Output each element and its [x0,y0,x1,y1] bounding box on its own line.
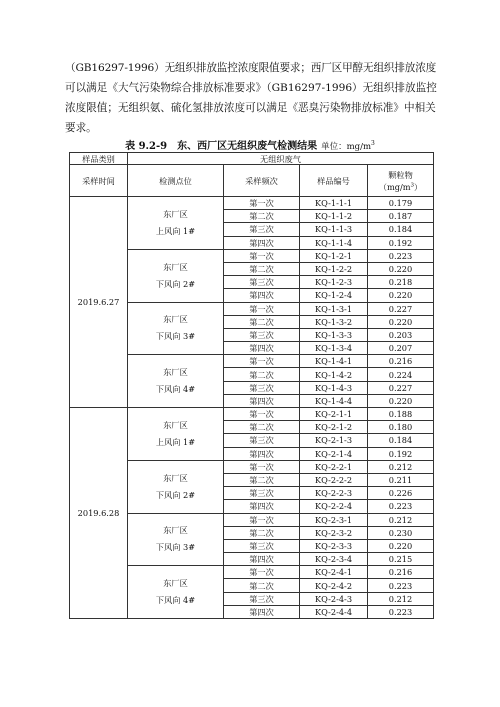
frequency-cell: 第四次 [224,236,300,249]
location-line-area: 东厂区 [163,525,188,536]
particulate-value-cell: 0.184 [368,434,434,447]
frequency-cell: 第一次 [224,566,300,579]
sample-id-cell: KQ-2-1-2 [300,421,368,434]
particulate-value-cell: 0.220 [368,539,434,552]
table-row [70,197,434,210]
frequency-cell: 第三次 [224,381,300,394]
location-cell [128,249,224,302]
location-cell [128,460,224,513]
frequency-cell: 第二次 [224,210,300,223]
sample-id-cell: KQ-1-2-1 [300,249,368,262]
location-line-area: 东厂区 [163,367,188,378]
particulate-value-cell: 0.220 [368,394,434,407]
sample-id-cell: KQ-2-1-4 [300,447,368,460]
sample-id-cell: KQ-2-3-4 [300,553,368,566]
frequency-cell: 第三次 [224,539,300,552]
particulate-value-cell: 0.184 [368,223,434,236]
particulate-value-cell: 0.211 [368,473,434,486]
frequency-cell: 第一次 [224,513,300,526]
location-line-area: 东厂区 [163,578,188,589]
table-row [70,408,434,421]
frequency-cell: 第三次 [224,487,300,500]
frequency-cell: 第三次 [224,592,300,605]
sample-id-cell: KQ-2-4-3 [300,592,368,605]
frequency-cell: 第三次 [224,328,300,341]
table-unit-text: 单位：mg/m [321,142,372,152]
particulate-value-cell: 0.227 [368,302,434,315]
particulate-unit-close: ） [414,181,423,192]
particulate-value-cell: 0.215 [368,553,434,566]
location-line-point: 下风向 3# [155,542,196,553]
frequency-cell: 第四次 [224,605,300,618]
particulate-value-cell: 0.203 [368,328,434,341]
location-cell [128,408,224,461]
sample-id-cell: KQ-2-4-1 [300,566,368,579]
particulate-value-cell: 0.230 [368,526,434,539]
particulate-value-cell: 0.212 [368,513,434,526]
frequency-cell: 第三次 [224,276,300,289]
location-line-area: 东厂区 [163,208,188,219]
particulate-value-cell: 0.223 [368,249,434,262]
frequency-cell: 第一次 [224,408,300,421]
particulate-value-cell: 0.212 [368,592,434,605]
location-line-point: 下风向 2# [155,278,196,289]
particulate-value-cell: 0.220 [368,315,434,328]
header-row [70,165,434,197]
particulate-value-cell: 0.192 [368,236,434,249]
location-line-area: 东厂区 [163,261,188,272]
header-cell-sample-type: 样品类别 [70,153,128,165]
sample-id-cell: KQ-1-4-4 [300,394,368,407]
particulate-value-cell: 0.223 [368,579,434,592]
location-cell [128,197,224,250]
sample-id-cell: KQ-1-2-3 [300,276,368,289]
particulate-value-cell: 0.227 [368,381,434,394]
location-line-point: 下风向 4# [155,384,196,395]
location-line-area: 东厂区 [163,314,188,325]
location-line-point: 下风向 3# [155,331,196,342]
frequency-cell: 第三次 [224,434,300,447]
frequency-cell: 第一次 [224,302,300,315]
sample-id-cell: KQ-1-3-1 [300,302,368,315]
table-title: 表 9.2-9 东、西厂区无组织废气检测结果 [125,141,318,152]
header-cell-frequency: 采样频次 [224,165,300,197]
header-cell-sample-id: 样品编号 [300,165,368,197]
header-cell-category: 无组织废气 [128,153,434,165]
header-cell-particulate [368,165,434,197]
particulate-value-cell: 0.224 [368,368,434,381]
frequency-cell: 第二次 [224,368,300,381]
frequency-cell: 第四次 [224,500,300,513]
sample-id-cell: KQ-1-3-3 [300,328,368,341]
sample-id-cell: KQ-2-2-1 [300,460,368,473]
particulate-value-cell: 0.223 [368,500,434,513]
date-cell: 2019.6.28 [70,408,128,619]
results-table-body [70,153,434,619]
frequency-cell: 第一次 [224,249,300,262]
particulate-value-cell: 0.180 [368,421,434,434]
sample-id-cell: KQ-1-2-4 [300,289,368,302]
results-table [69,152,434,619]
frequency-cell: 第四次 [224,447,300,460]
sample-id-cell: KQ-1-4-3 [300,381,368,394]
frequency-cell: 第一次 [224,197,300,210]
frequency-cell: 第二次 [224,262,300,275]
particulate-value-cell: 0.226 [368,487,434,500]
particulate-value-cell: 0.220 [368,289,434,302]
frequency-cell: 第四次 [224,394,300,407]
sample-id-cell: KQ-2-4-2 [300,579,368,592]
sample-id-cell: KQ-2-4-4 [300,605,368,618]
frequency-cell: 第二次 [224,315,300,328]
location-line-point: 上风向 1# [155,225,196,236]
particulate-value-cell: 0.220 [368,262,434,275]
table-unit [321,142,375,152]
sample-id-cell: KQ-2-2-2 [300,473,368,486]
frequency-cell: 第二次 [224,579,300,592]
sample-id-cell: KQ-1-1-1 [300,197,368,210]
paragraph-line: 浓度限值；无组织氨、硫化氢排放浓度可以满足《恶臭污染物排放标准》中相关 [65,102,436,114]
sample-id-cell: KQ-1-3-2 [300,315,368,328]
frequency-cell: 第四次 [224,342,300,355]
sample-id-cell: KQ-2-3-1 [300,513,368,526]
particulate-value-cell: 0.188 [368,408,434,421]
particulate-unit [379,182,422,192]
sample-id-cell: KQ-2-1-1 [300,408,368,421]
date-cell: 2019.6.27 [70,197,128,408]
header-cell-location: 检测点位 [128,165,224,197]
frequency-cell: 第四次 [224,289,300,302]
sample-id-cell: KQ-1-4-2 [300,368,368,381]
particulate-value-cell: 0.218 [368,276,434,289]
header-cell-time: 采样时间 [70,165,128,197]
particulate-value-cell: 0.216 [368,566,434,579]
sample-id-cell: KQ-2-3-3 [300,539,368,552]
particulate-value-cell: 0.207 [368,342,434,355]
location-line-area: 东厂区 [163,419,188,430]
frequency-cell: 第二次 [224,526,300,539]
particulate-value-cell: 0.179 [368,197,434,210]
particulate-value-cell: 0.192 [368,447,434,460]
location-line-area: 东厂区 [163,472,188,483]
frequency-cell: 第四次 [224,553,300,566]
particulate-value-cell: 0.223 [368,605,434,618]
frequency-cell: 第一次 [224,355,300,368]
particulate-unit-superscript: 3 [410,181,415,188]
sample-id-cell: KQ-2-3-2 [300,526,368,539]
sample-id-cell: KQ-2-1-3 [300,434,368,447]
frequency-cell: 第一次 [224,460,300,473]
header-row [70,153,434,165]
sample-id-cell: KQ-1-1-2 [300,210,368,223]
particulate-label: 颗粒物 [388,169,413,180]
location-cell [128,513,224,566]
sample-id-cell: KQ-2-2-4 [300,500,368,513]
location-line-point: 下风向 4# [155,595,196,606]
location-cell [128,302,224,355]
sample-id-cell: KQ-1-1-3 [300,223,368,236]
location-cell [128,566,224,619]
particulate-unit-text: （mg/m [378,181,411,192]
frequency-cell: 第二次 [224,473,300,486]
table-caption [0,137,500,152]
paragraph-line: （GB16297-1996）无组织排放监控浓度限值要求；西厂区甲醇无组织排放浓度 [65,62,437,74]
sample-id-cell: KQ-2-2-3 [300,487,368,500]
frequency-cell: 第三次 [224,223,300,236]
sample-id-cell: KQ-1-3-4 [300,342,368,355]
paragraph-line: 可以满足《大气污染物综合排放标准要求》（GB16297-1996）无组织排放监控 [65,82,437,94]
sample-id-cell: KQ-1-4-1 [300,355,368,368]
frequency-cell: 第二次 [224,421,300,434]
location-line-point: 上风向 1# [155,436,196,447]
paragraph-line: 要求。 [65,122,97,134]
sample-id-cell: KQ-1-2-2 [300,262,368,275]
body-paragraph [65,58,465,138]
location-line-point: 下风向 2# [155,489,196,500]
particulate-value-cell: 0.187 [368,210,434,223]
sample-id-cell: KQ-1-1-4 [300,236,368,249]
table-unit-superscript: 3 [371,140,375,148]
location-cell [128,355,224,408]
particulate-value-cell: 0.212 [368,460,434,473]
particulate-value-cell: 0.216 [368,355,434,368]
